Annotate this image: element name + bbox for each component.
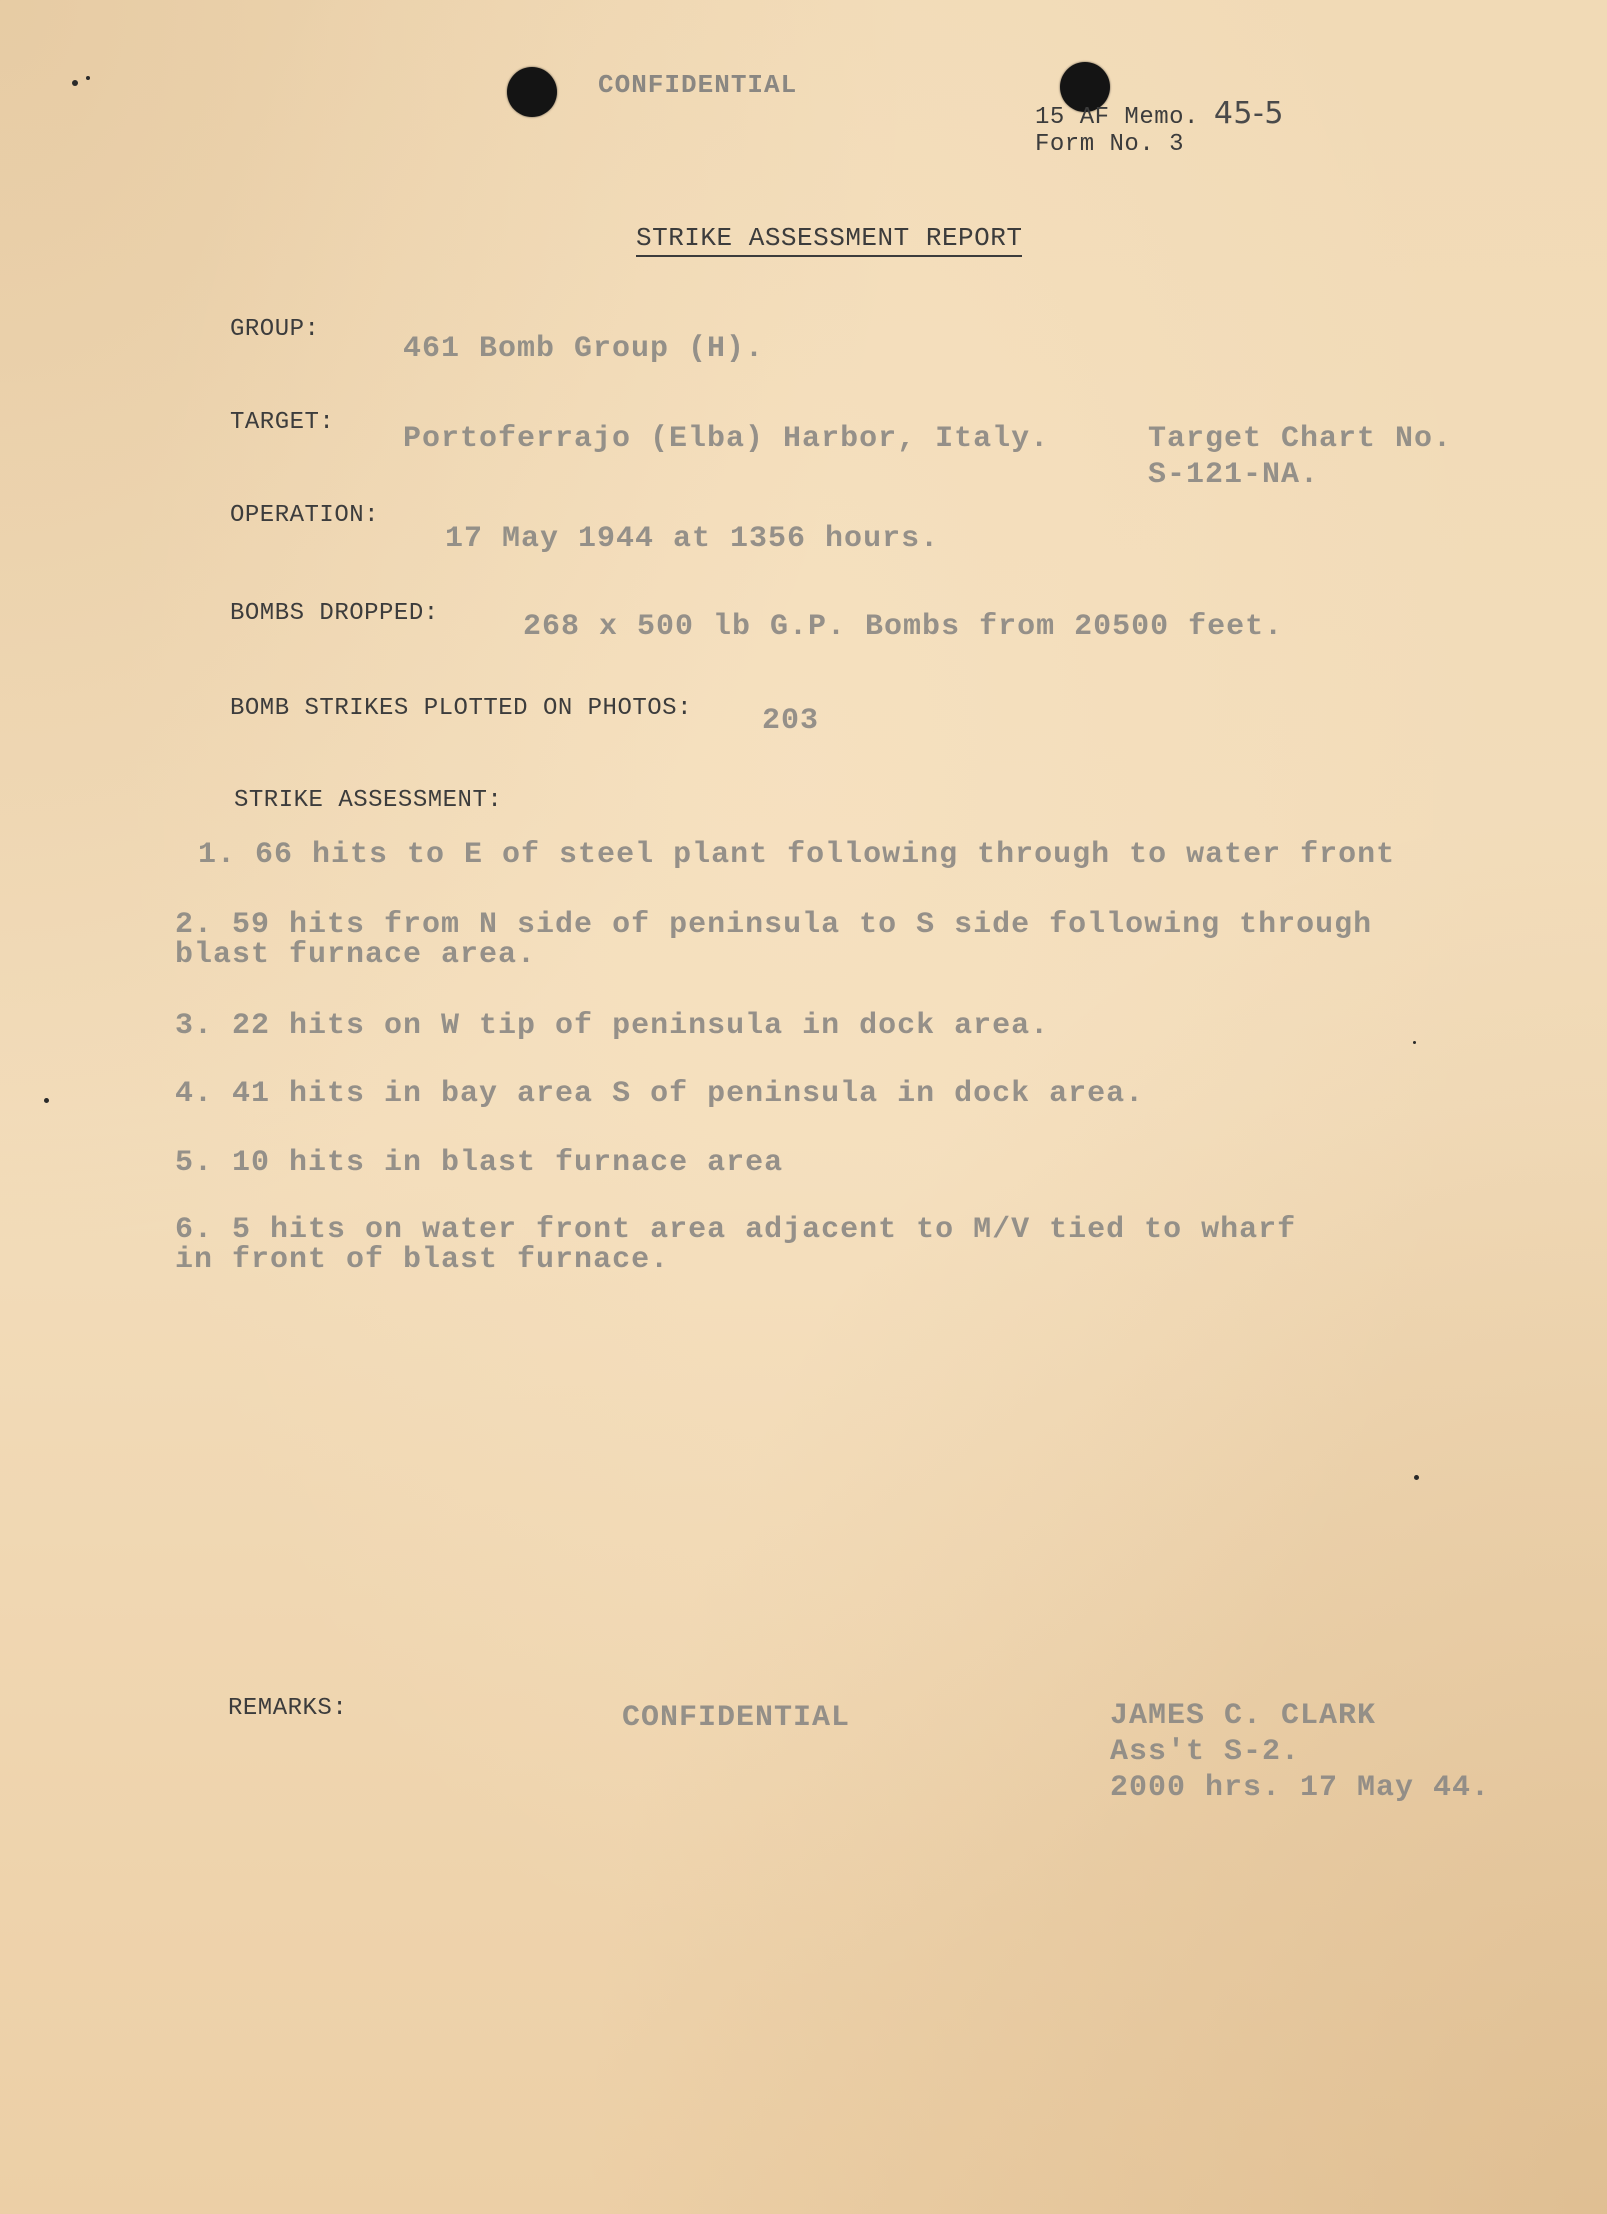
plotted-value: 203 [762,704,820,738]
memo-reference [1035,96,1284,131]
bombs-dropped-value: 268 x 500 lb G.P. Bombs from 20500 feet. [523,610,1284,644]
assessment-item-4: 4. 41 hits in bay area S of peninsula in dock area. [175,1077,1145,1111]
assessment-item-6: 6. 5 hits on water front area adjacent to M/V tied to wharf in front of blast furnace. [175,1213,1297,1277]
signature-name: JAMES C. CLARK [1110,1699,1377,1733]
speck [1414,1475,1419,1480]
target-value: Portoferrajo (Elba) Harbor, Italy. [403,422,1050,456]
header-confidential: CONFIDENTIAL [598,70,798,100]
speck [44,1098,49,1103]
form-number: Form No. 3 [1035,131,1185,158]
assessment-item-3: 3. 22 hits on W tip of peninsula in dock area. [175,1009,1050,1043]
speck [72,80,78,86]
operation-label: OPERATION: [230,502,380,529]
assessment-item-2: 2. 59 hits from N side of peninsula to S side following through blast furnace area. [175,908,1373,972]
target-label: TARGET: [230,409,335,436]
assessment-item-5: 5. 10 hits in blast furnace area [175,1146,784,1180]
remarks-label: REMARKS: [228,1695,348,1722]
target-chart-line1: Target Chart No. [1148,422,1453,456]
memo-prefix: 15 AF Memo. [1035,104,1199,131]
target-chart-line2: S-121-NA. [1148,458,1320,492]
assessment-item-1: 1. 66 hits to E of steel plant following through to water front [198,838,1396,872]
bombs-dropped-label: BOMBS DROPPED: [230,600,439,627]
signature-date: 2000 hrs. 17 May 44. [1110,1771,1491,1805]
operation-value: 17 May 1944 at 1356 hours. [445,522,940,556]
speck [1413,1041,1416,1044]
plotted-label: BOMB STRIKES PLOTTED ON PHOTOS: [230,695,692,722]
report-title: STRIKE ASSESSMENT REPORT [636,223,1022,257]
punch-hole-left [507,67,557,117]
group-label: GROUP: [230,316,320,343]
assessment-label: STRIKE ASSESSMENT: [234,787,503,814]
group-value: 461 Bomb Group (H). [403,332,765,366]
memo-number: 45-5 [1213,96,1284,131]
signature-title: Ass't S-2. [1110,1735,1301,1769]
footer-confidential: CONFIDENTIAL [622,1701,851,1735]
speck [86,76,90,80]
